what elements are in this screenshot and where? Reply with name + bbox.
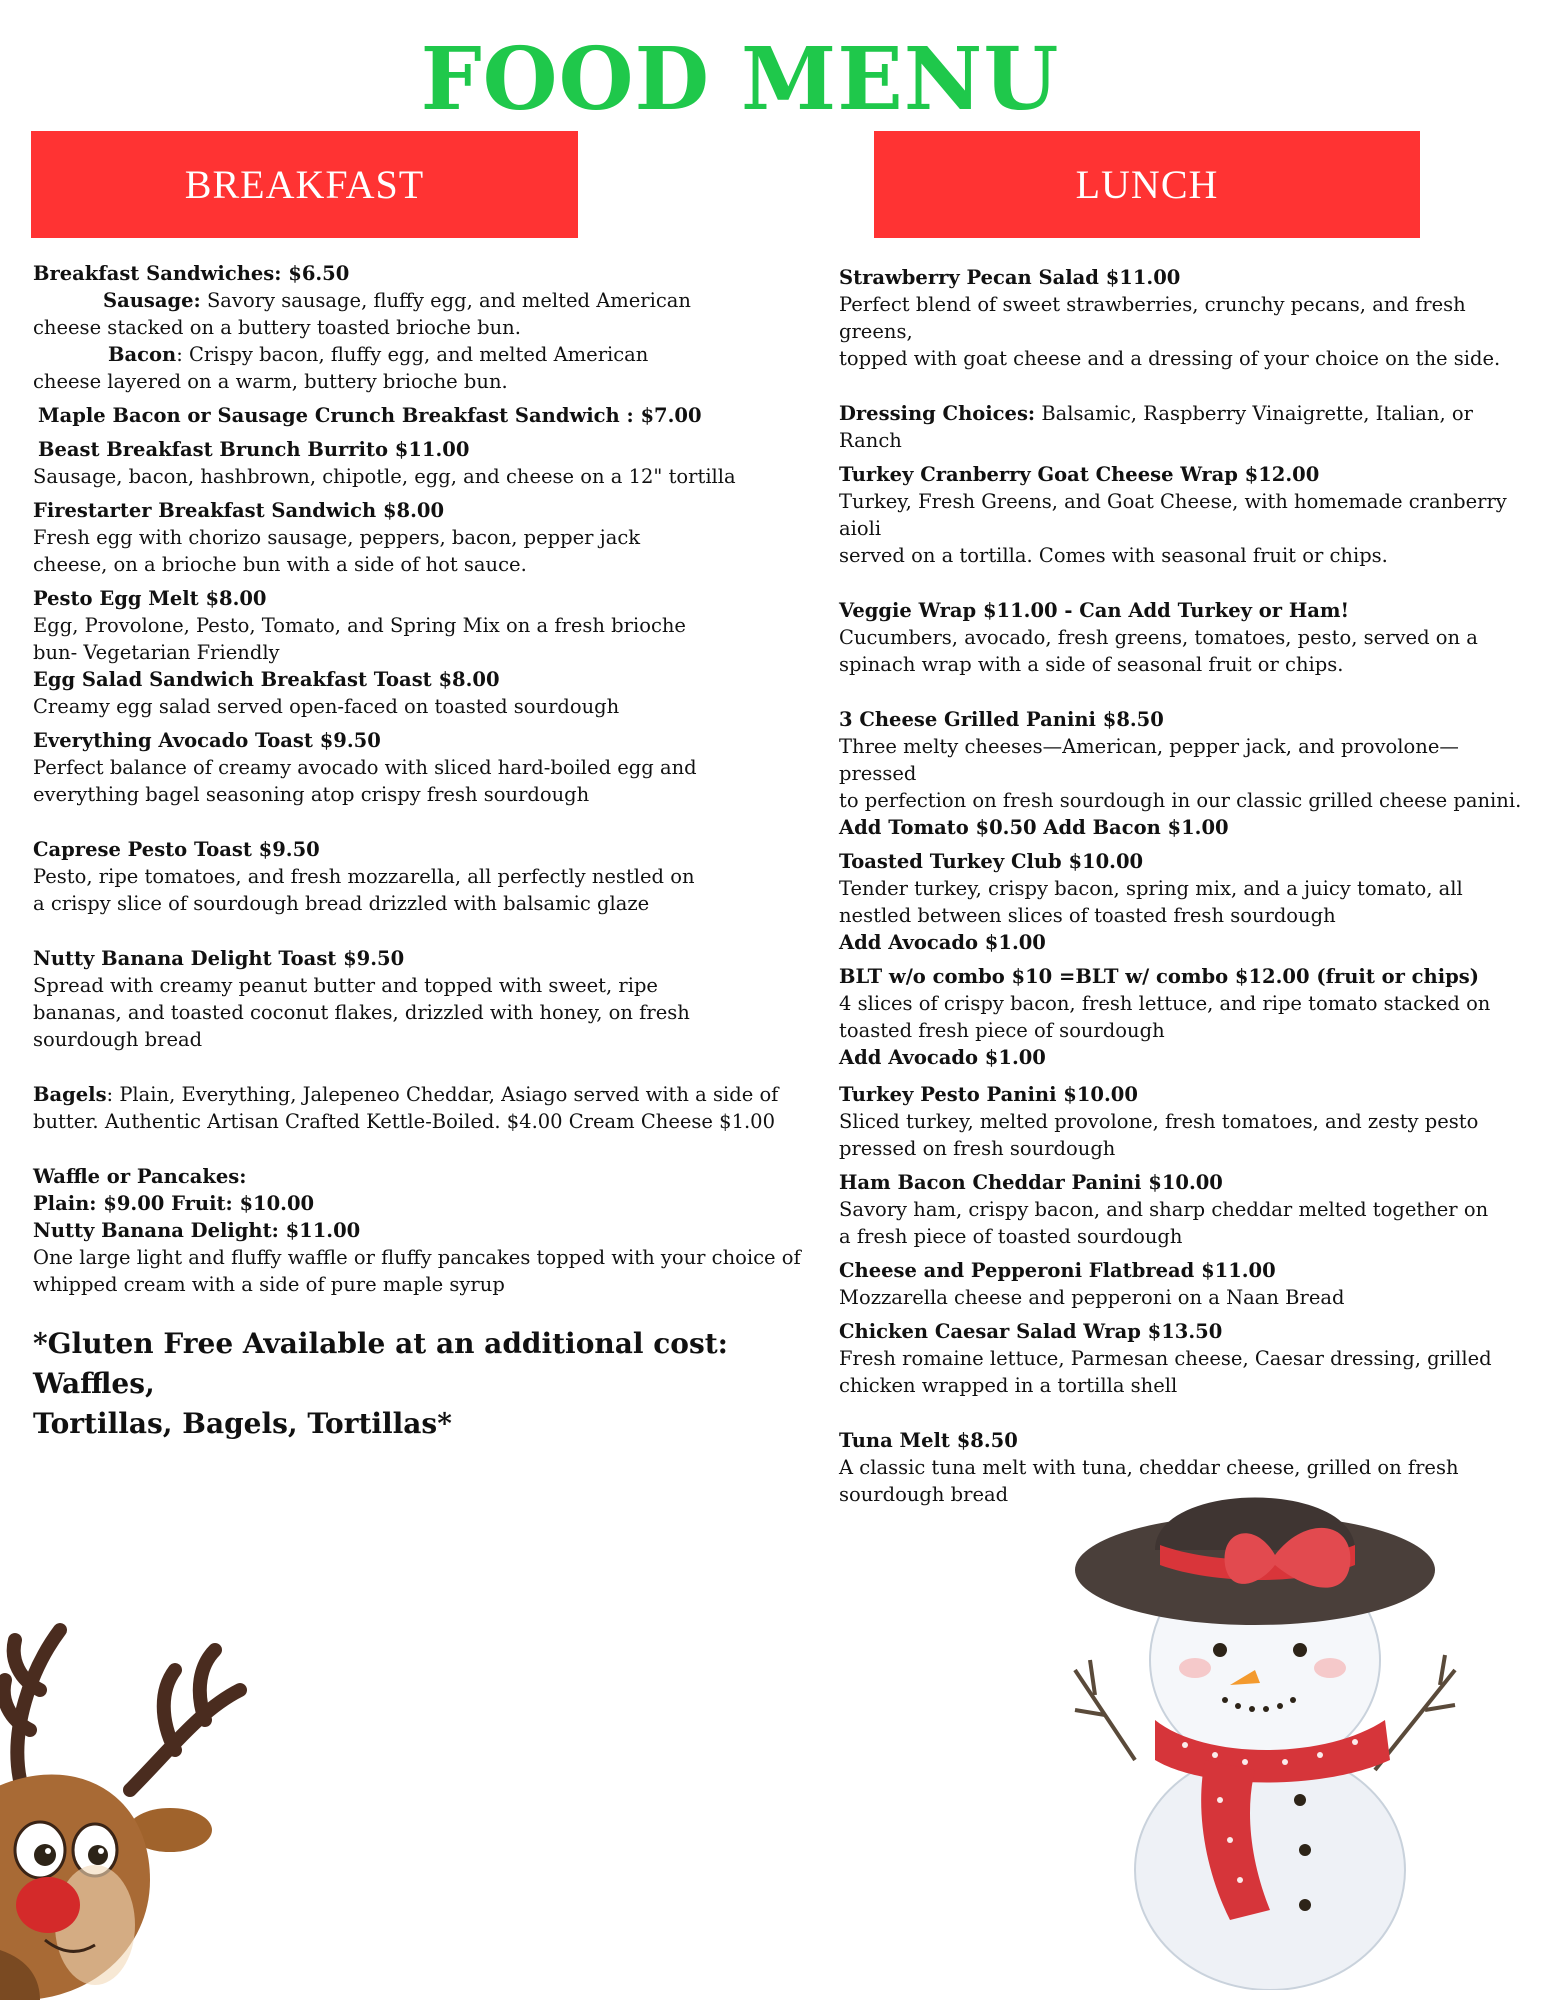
item-name: Egg Salad Sandwich Breakfast Toast $8.00 bbox=[33, 668, 500, 691]
twig-arm-left-icon bbox=[1075, 1660, 1135, 1760]
item-name: Everything Avocado Toast $9.50 bbox=[33, 729, 381, 752]
item-desc: Creamy egg salad served open-faced on toasted sourdough bbox=[33, 695, 620, 718]
item-desc: bun- Vegetarian Friendly bbox=[33, 641, 280, 664]
item-desc: A classic tuna melt with tuna, cheddar cheese, grilled on fresh bbox=[839, 1456, 1459, 1479]
item-name: Beast Breakfast Brunch Burrito $11.00 bbox=[38, 438, 470, 461]
item-desc: nestled between slices of toasted fresh sourdough bbox=[839, 904, 1336, 927]
item-desc: pressed on fresh sourdough bbox=[839, 1137, 1116, 1160]
item-addon: Add Tomato $0.50 Add Bacon $1.00 bbox=[839, 816, 1229, 839]
menu-item bbox=[839, 461, 1529, 569]
menu-item bbox=[839, 1169, 1529, 1250]
item-desc: whipped cream with a side of pure maple syrup bbox=[33, 1273, 505, 1296]
breakfast-column bbox=[33, 260, 813, 1444]
lunch-header: LUNCH bbox=[874, 131, 1420, 238]
lunch-column bbox=[839, 264, 1529, 1508]
item-desc: Pesto, ripe tomatoes, and fresh mozzarella, all perfectly nestled on bbox=[33, 865, 695, 888]
menu-item-breakfast-sandwiches bbox=[33, 260, 813, 395]
item-desc: 4 slices of crispy bacon, fresh lettuce, and ripe tomato stacked on bbox=[839, 992, 1491, 1015]
item-desc: a fresh piece of toasted sourdough bbox=[839, 1225, 1183, 1248]
item-desc: served on a tortilla. Comes with seasonal fruit or chips. bbox=[839, 544, 1388, 567]
item-name: Turkey Cranberry Goat Cheese Wrap $12.00 bbox=[839, 463, 1320, 486]
item-name: Cheese and Pepperoni Flatbread $11.00 bbox=[839, 1259, 1276, 1282]
snowman-illustration bbox=[1055, 1470, 1495, 1990]
item-desc: Fresh romaine lettuce, Parmesan cheese, Caesar dressing, grilled bbox=[839, 1347, 1492, 1370]
menu-item bbox=[33, 497, 813, 578]
item-name: 3 Cheese Grilled Panini $8.50 bbox=[839, 708, 1164, 731]
menu-item bbox=[33, 585, 813, 666]
bacon-desc: : Crispy bacon, fluffy egg, and melted American bbox=[176, 343, 649, 366]
item-desc: to perfection on fresh sourdough in our classic grilled cheese panini. bbox=[839, 789, 1522, 812]
sausage-label: Sausage: bbox=[103, 289, 201, 312]
item-name: BLT w/o combo $10 =BLT w/ combo $12.00 (fruit or chips) bbox=[839, 965, 1479, 988]
bacon-label: Bacon bbox=[108, 343, 177, 366]
menu-item bbox=[839, 1081, 1529, 1162]
item-name: Strawberry Pecan Salad $11.00 bbox=[839, 266, 1181, 289]
gluten-free-line: Tortillas, Bagels, Tortillas* bbox=[33, 1407, 452, 1440]
antler-right-icon bbox=[130, 1650, 240, 1790]
item-name: Nutty Banana Delight Toast $9.50 bbox=[33, 947, 405, 970]
menu-item bbox=[33, 402, 813, 429]
menu-item bbox=[33, 727, 813, 808]
item-desc bbox=[33, 1081, 813, 1108]
gluten-free-line: *Gluten Free Available at an additional cost: Waffles, bbox=[33, 1327, 729, 1400]
red-nose-icon bbox=[16, 1877, 80, 1933]
item-name: Pesto Egg Melt $8.00 bbox=[33, 587, 267, 610]
menu-item bbox=[33, 945, 813, 1053]
item-desc: Fresh egg with chorizo sausage, peppers, bacon, pepper jack bbox=[33, 526, 641, 549]
reindeer-illustration bbox=[0, 1580, 270, 2000]
item-desc: sourdough bread bbox=[33, 1028, 203, 1051]
item-name: Ham Bacon Cheddar Panini $10.00 bbox=[839, 1171, 1223, 1194]
item-desc: Egg, Provolone, Pesto, Tomato, and Spring Mix on a fresh brioche bbox=[33, 614, 686, 637]
item-name: Tuna Melt $8.50 bbox=[839, 1429, 1018, 1452]
snowman-body bbox=[1135, 1750, 1405, 1990]
sausage-desc: Savory sausage, fluffy egg, and melted American bbox=[200, 289, 691, 312]
item-desc: Sliced turkey, melted provolone, fresh tomatoes, and zesty pesto bbox=[839, 1110, 1479, 1133]
item-desc: Perfect balance of creamy avocado with sliced hard-boiled egg and bbox=[33, 756, 697, 779]
item-name: Turkey Pesto Panini $10.00 bbox=[839, 1083, 1138, 1106]
item-desc: cheese layered on a warm, buttery brioche bun. bbox=[33, 370, 508, 393]
item-name: Breakfast Sandwiches: $6.50 bbox=[33, 262, 350, 285]
item-desc: sourdough bread bbox=[839, 1483, 1009, 1506]
menu-item-waffles bbox=[33, 1163, 813, 1298]
item-desc: a crispy slice of sourdough bread drizzled with balsamic glaze bbox=[33, 892, 650, 915]
item-desc: cheese stacked on a buttery toasted brioche bun. bbox=[33, 316, 521, 339]
item-desc: topped with goat cheese and a dressing of your choice on the side. bbox=[839, 347, 1501, 370]
menu-item bbox=[839, 1318, 1529, 1399]
item-desc: spinach wrap with a side of seasonal fruit or chips. bbox=[839, 653, 1344, 676]
menu-item bbox=[839, 848, 1529, 956]
item-name: Waffle or Pancakes: bbox=[33, 1165, 247, 1188]
item-name: Chicken Caesar Salad Wrap $13.50 bbox=[839, 1320, 1223, 1343]
item-desc: Perfect blend of sweet strawberries, crunchy pecans, and fresh greens, bbox=[839, 293, 1466, 343]
item-desc: Savory ham, crispy bacon, and sharp cheddar melted together on bbox=[839, 1198, 1489, 1221]
item-desc: Sausage, bacon, hashbrown, chipotle, egg, and cheese on a 12" tortilla bbox=[33, 465, 736, 488]
item-addon: Add Avocado $1.00 bbox=[839, 931, 1046, 954]
menu-item bbox=[839, 706, 1529, 841]
breakfast-header: BREAKFAST bbox=[31, 131, 578, 238]
item-desc: Spread with creamy peanut butter and topped with sweet, ripe bbox=[33, 974, 658, 997]
item-desc: bananas, and toasted coconut flakes, drizzled with honey, on fresh bbox=[33, 1001, 690, 1024]
item-desc: Turkey, Fresh Greens, and Goat Cheese, with homemade cranberry aioli bbox=[839, 490, 1507, 540]
bagels-desc: : Plain, Everything, Jalepeneo Cheddar, Asiago served with a side of bbox=[106, 1083, 779, 1106]
item-name: Firestarter Breakfast Sandwich $8.00 bbox=[33, 499, 445, 522]
item-name: Maple Bacon or Sausage Crunch Breakfast Sandwich : $7.00 bbox=[38, 404, 702, 427]
item-desc: Three melty cheeses—American, pepper jack, and provolone—pressed bbox=[839, 735, 1459, 785]
item-desc: Tender turkey, crispy bacon, spring mix, and a juicy tomato, all bbox=[839, 877, 1463, 900]
item-desc: toasted fresh piece of sourdough bbox=[839, 1019, 1165, 1042]
dressing-label: Dressing Choices: bbox=[839, 402, 1036, 425]
menu-item-bagels bbox=[33, 1081, 813, 1135]
item-price: Nutty Banana Delight: $11.00 bbox=[33, 1219, 361, 1242]
menu-item bbox=[33, 436, 813, 490]
item-desc bbox=[839, 400, 1529, 454]
item-desc: everything bagel seasoning atop crispy fresh sourdough bbox=[33, 783, 590, 806]
item-desc bbox=[33, 287, 813, 314]
menu-item bbox=[33, 666, 813, 720]
menu-item bbox=[33, 836, 813, 917]
dressing-value: Balsamic, Raspberry Vinaigrette, Italian, or Ranch bbox=[839, 402, 1473, 452]
item-addon: Add Avocado $1.00 bbox=[839, 1046, 1046, 1069]
menu-item bbox=[839, 1257, 1529, 1311]
dressing-choices bbox=[839, 400, 1529, 454]
gluten-free-note bbox=[33, 1324, 813, 1444]
item-name: Caprese Pesto Toast $9.50 bbox=[33, 838, 320, 861]
item-desc: chicken wrapped in a tortilla shell bbox=[839, 1374, 1178, 1397]
antler-left-icon bbox=[4, 1630, 60, 1780]
item-desc: Cucumbers, avocado, fresh greens, tomatoes, pesto, served on a bbox=[839, 626, 1478, 649]
item-desc: One large light and fluffy waffle or fluffy pancakes topped with your choice of bbox=[33, 1246, 801, 1269]
item-price: Plain: $9.00 Fruit: $10.00 bbox=[33, 1192, 315, 1215]
item-name: Toasted Turkey Club $10.00 bbox=[839, 850, 1144, 873]
menu-title: FOOD MENU bbox=[420, 29, 1060, 130]
item-desc bbox=[33, 341, 813, 368]
item-desc: Mozzarella cheese and pepperoni on a Naan Bread bbox=[839, 1286, 1345, 1309]
item-desc: cheese, on a brioche bun with a side of hot sauce. bbox=[33, 553, 527, 576]
item-desc: butter. Authentic Artisan Crafted Kettle-Boiled. $4.00 Cream Cheese $1.00 bbox=[33, 1110, 775, 1133]
item-name: Veggie Wrap $11.00 - Can Add Turkey or Ham! bbox=[839, 599, 1350, 622]
menu-item bbox=[839, 963, 1529, 1071]
bagels-label: Bagels bbox=[33, 1083, 107, 1106]
menu-item bbox=[839, 597, 1529, 678]
menu-item bbox=[839, 264, 1529, 372]
